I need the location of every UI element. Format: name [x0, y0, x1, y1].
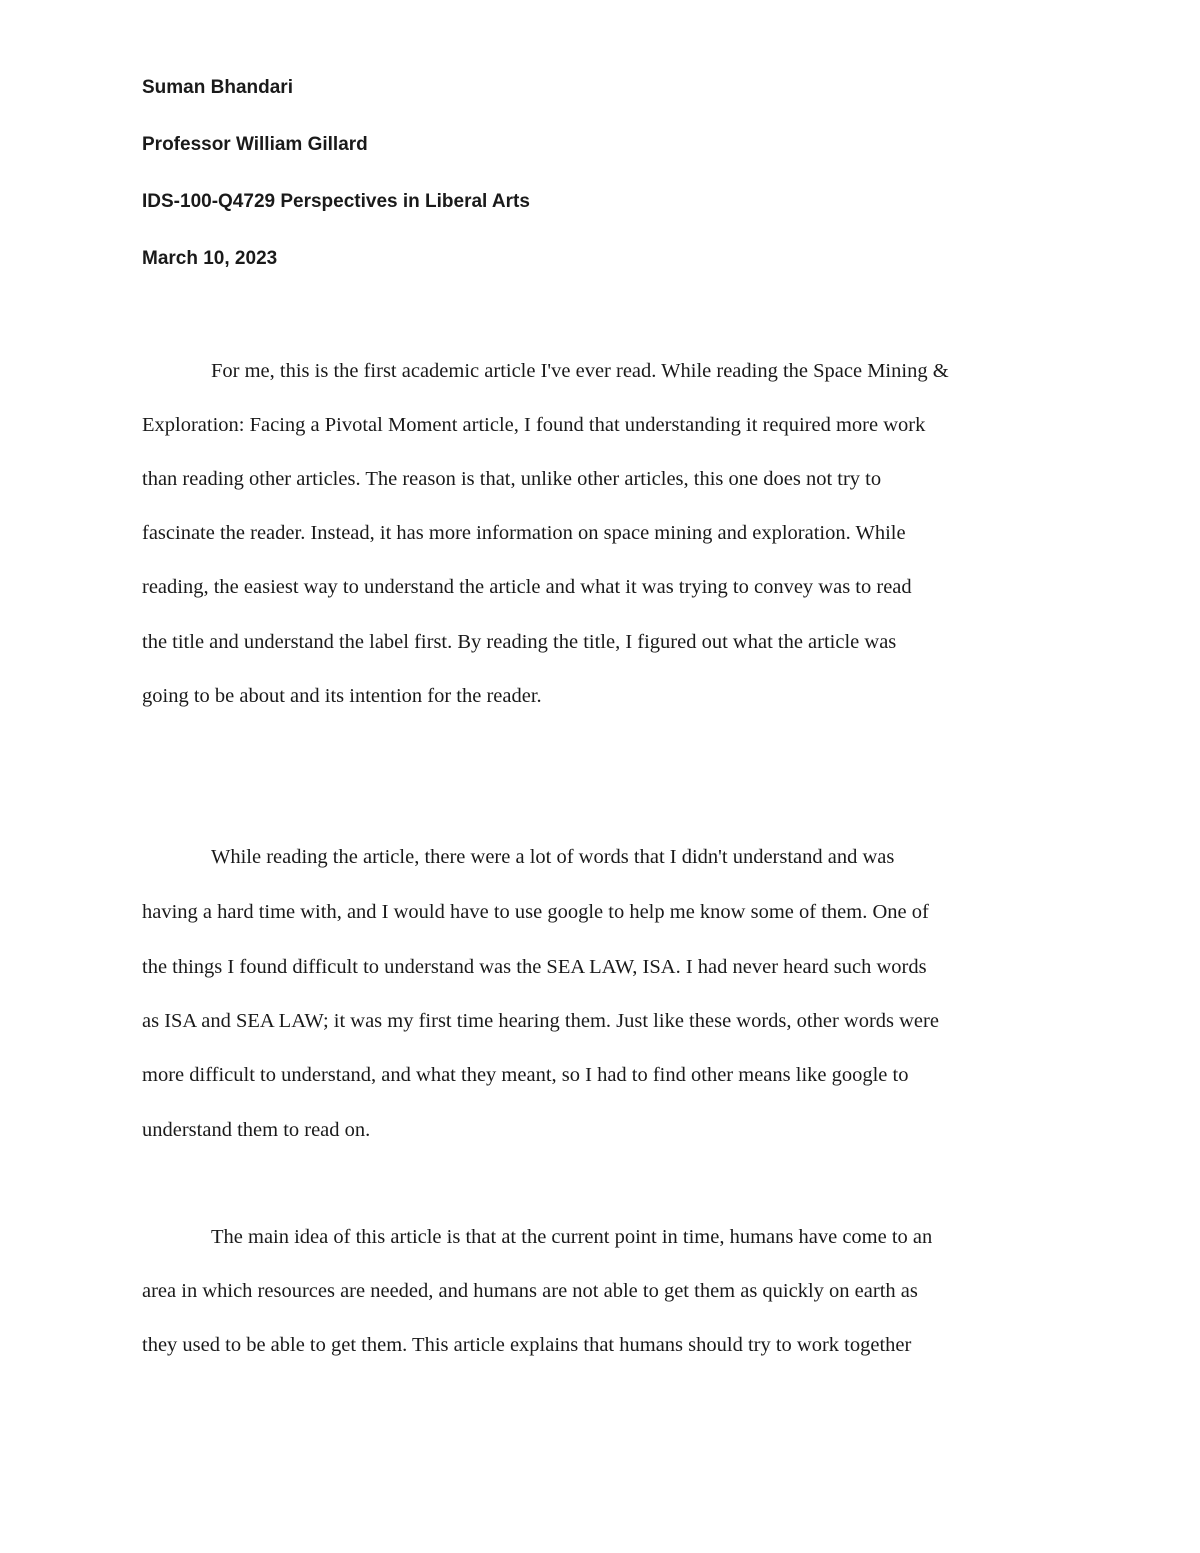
paragraph-1-line: fascinate the reader. Instead, it has more information on space mining and exploration. While: [142, 522, 906, 544]
paragraph-1-line: For me, this is the first academic article I've ever read. While reading the Space Mining &: [211, 360, 949, 382]
paragraph-3-line: area in which resources are needed, and humans are not able to get them as quickly on earth as: [142, 1280, 918, 1302]
essay-date: March 10, 2023: [142, 248, 278, 269]
paragraph-2-line: as ISA and SEA LAW; it was my first time hearing them. Just like these words, other words were: [142, 1010, 939, 1032]
paragraph-2-line: more difficult to understand, and what they meant, so I had to find other means like google to: [142, 1064, 909, 1086]
paragraph-2-line: understand them to read on.: [142, 1119, 371, 1141]
paragraph-1-line: reading, the easiest way to understand the article and what it was trying to convey was to read: [142, 576, 912, 598]
paragraph-1-line: than reading other articles. The reason is that, unlike other articles, this one does not try to: [142, 468, 882, 490]
author-name: Suman Bhandari: [142, 77, 293, 98]
professor-name: Professor William Gillard: [142, 134, 368, 155]
paragraph-1-line: the title and understand the label first. By reading the title, I figured out what the article was: [142, 631, 897, 653]
paragraph-1-line: Exploration: Facing a Pivotal Moment article, I found that understanding it required more work: [142, 414, 926, 436]
paragraph-3-line: The main idea of this article is that at the current point in time, humans have come to an: [211, 1226, 933, 1248]
paragraph-1-line: going to be about and its intention for the reader.: [142, 685, 542, 707]
paragraph-2-line: While reading the article, there were a lot of words that I didn't understand and was: [211, 846, 895, 868]
paragraph-2-line: having a hard time with, and I would have to use google to help me know some of them. One of: [142, 901, 929, 923]
paragraph-2-line: the things I found difficult to understand was the SEA LAW, ISA. I had never heard such words: [142, 956, 927, 978]
course-title: IDS-100-Q4729 Perspectives in Liberal Arts: [142, 191, 530, 212]
paragraph-3-line: they used to be able to get them. This article explains that humans should try to work together: [142, 1334, 912, 1356]
